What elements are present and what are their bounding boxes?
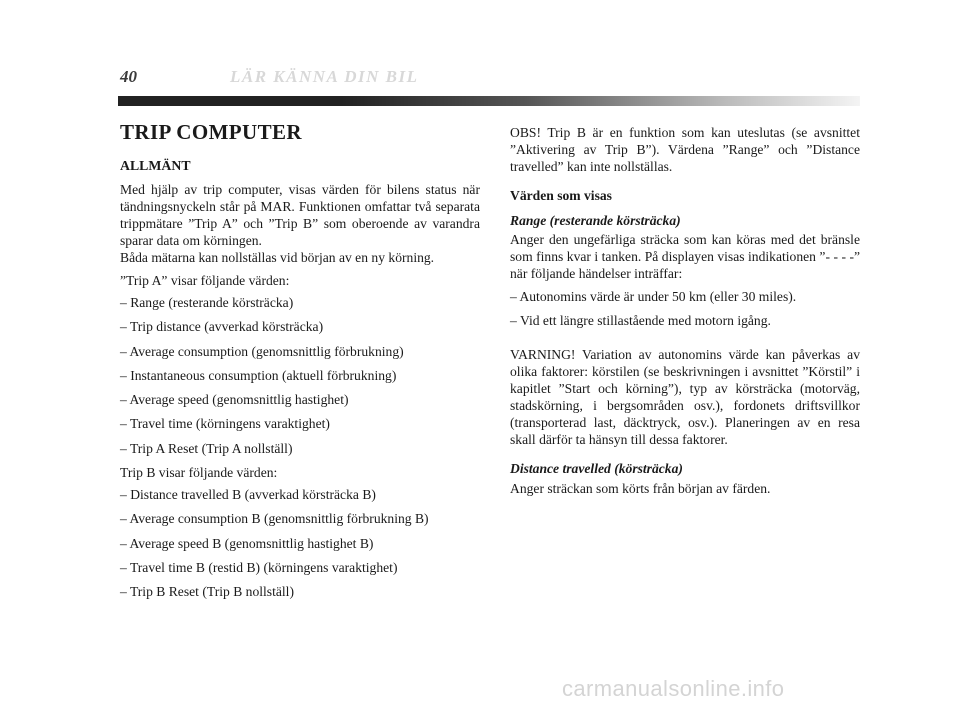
range-item: – Vid ett längre stillastående med motorn igång. [510,313,771,329]
intro-paragraph: Med hjälp av trip computer, visas värden för bilens status när tändningsnyckeln står på MAR. Funktionen omfattar två separata trippmätare ”Trip A” och ”Trip B” som oberoende av varandra sparar data om körningen. [120,182,480,248]
obs-note: OBS! Trip B är en funktion som kan uteslutas (se avsnittet ”Aktivering av Trip B”). Värdena ”Range” och ”Distance travelled” kan inte nollställas. [510,125,860,174]
trip-b-item: – Average consumption B (genomsnittlig förbrukning B) [120,511,429,527]
distance-heading: Distance travelled (körsträcka) [510,461,683,477]
range-heading: Range (resterande körsträcka) [510,213,681,228]
trip-a-item: – Range (resterande körsträcka) [120,295,294,310]
right-column [510,124,860,497]
trip-a-item: – Trip distance (avverkad körsträcka) [120,319,324,335]
trip-b-item: – Distance travelled B (avverkad körsträcka B) [120,487,376,503]
values-heading: Värden som visas [510,188,612,203]
running-header: LÄR KÄNNA DIN BIL [230,67,419,86]
subheading-general: ALLMÄNT [120,158,191,173]
trip-a-item: – Instantaneous consumption (aktuell förbrukning) [120,367,397,383]
trip-b-intro: Trip B visar följande värden: [120,465,278,481]
range-paragraph: Anger den ungefärliga sträcka som kan köras med det bränsle som finns kvar i tanken. På displayen visas indikationen ”- - - -” när följande händelser inträffar: [510,232,860,281]
trip-b-item: – Average speed B (genomsnittlig hastighet B) [120,535,374,551]
watermark: carmanualsonline.info [562,676,785,701]
trip-b-item: – Trip B Reset (Trip B nollställ) [120,584,294,600]
trip-b-item: – Travel time B (restid B) (körningens varaktighet) [120,559,398,575]
left-column [120,120,480,608]
trip-a-intro: ”Trip A” visar följande värden: [120,273,290,288]
page-number: 40 [120,67,137,86]
warning-paragraph: VARNING! Variation av autonomins värde kan påverkas av olika faktorer: körstilen (se beskrivningen i avsnittet ”Körstil” i kapitlet ”Start och körning”), typ av körsträcka (motorväg, stadskörning, i bergsområden osv.), fordonets driftsvillkor (transporterad last, däcktryck, osv.). Planeringen av en resa skall därför ta hänsyn till dessa faktorer. [510,347,860,448]
range-item: – Autonomins värde är under 50 km (eller 30 miles). [510,289,797,304]
header-rule [118,96,860,106]
trip-a-item: – Average consumption (genomsnittlig förbrukning) [120,343,404,359]
trip-a-item: – Average speed (genomsnittlig hastighet) [120,392,349,408]
reset-note: Båda mätarna kan nollställas vid början av en ny körning. [120,250,435,265]
section-title: TRIP COMPUTER [120,120,302,144]
trip-a-item: – Trip A Reset (Trip A nollställ) [120,440,293,456]
trip-a-item: – Travel time (körningens varaktighet) [120,416,330,432]
distance-paragraph: Anger sträckan som körts från början av färden. [510,481,771,497]
